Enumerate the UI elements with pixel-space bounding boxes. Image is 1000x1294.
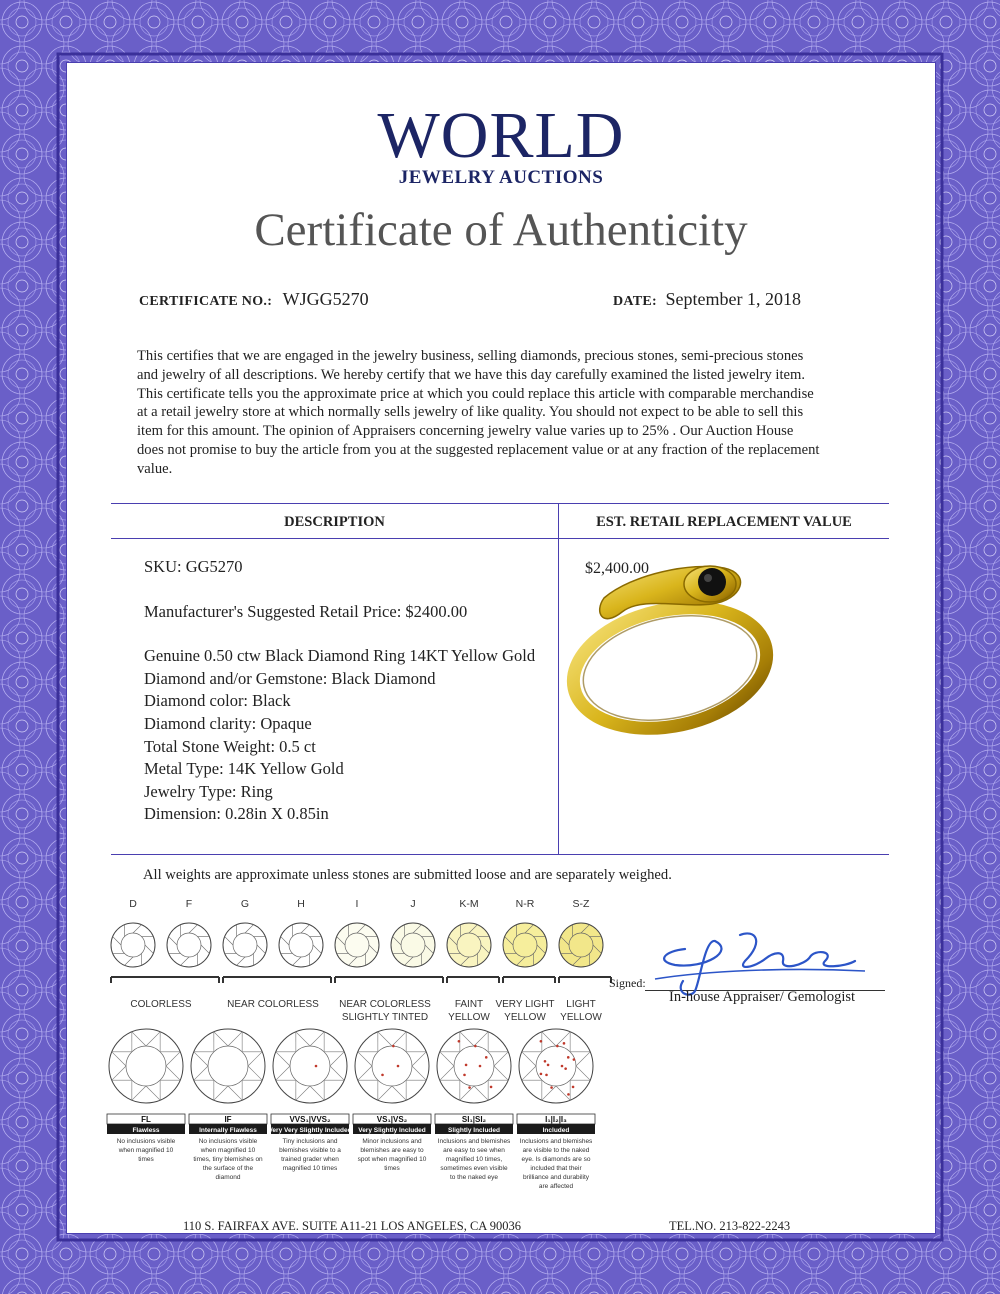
color-group-label: VERY LIGHT [495, 999, 555, 1010]
clarity-name: Very Very Slightly Included [268, 1127, 352, 1134]
color-group-label: SLIGHTLY TINTED [341, 1012, 429, 1023]
clarity-description: brilliance and durability [522, 1174, 590, 1181]
clarity-grade-chart [97, 1028, 593, 1218]
color-group-bracket [503, 977, 555, 983]
company-logo [67, 99, 935, 189]
clarity-column [435, 1029, 513, 1181]
color-grade-label: H [297, 898, 305, 910]
clarity-description: Tiny inclusions and [282, 1138, 338, 1145]
clarity-column [353, 1029, 431, 1172]
color-grade-label: F [185, 898, 193, 910]
color-grade-label: D [129, 898, 137, 910]
inclusion-mark [547, 1064, 550, 1067]
clarity-description: included that their [530, 1165, 582, 1172]
logo-subtitle: JEWELRY AUCTIONS [398, 167, 604, 188]
statement-line: This certificate tells you the approximate price at which you could replace this article with comparable merchandise [137, 385, 814, 402]
inclusion-mark [458, 1040, 461, 1043]
clarity-description: times [384, 1165, 400, 1172]
inclusion-mark [545, 1074, 548, 1077]
clarity-grade: FL [141, 1115, 151, 1124]
color-group-bracket [335, 977, 443, 983]
signed-label: Signed: [609, 976, 646, 990]
color-group-label: NEAR COLORLESS [227, 999, 319, 1010]
clarity-description: magnified 10 times, [445, 1156, 503, 1163]
clarity-description: times, tiny blemishes on [193, 1156, 263, 1163]
inclusion-mark [485, 1056, 488, 1059]
clarity-description: Minor inclusions and [362, 1138, 422, 1145]
certificate-number-value: WJGG5270 [282, 289, 369, 309]
description-header: DESCRIPTION [111, 504, 558, 539]
msrp: Manufacturer's Suggested Retail Price: $2400.00 [144, 601, 468, 621]
statement-line: and jewelry of all descriptions. We hereby certify that we have this day carefully examined the listed jewelry item. [137, 366, 806, 383]
clarity-description: are easy to see when [443, 1147, 505, 1154]
inclusion-mark [468, 1086, 471, 1089]
clarity-column [189, 1029, 267, 1181]
inclusion-mark [564, 1067, 567, 1070]
color-group-bracket [447, 977, 499, 983]
clarity-description: when magnified 10 [118, 1147, 174, 1154]
clarity-grade: IF [224, 1115, 232, 1124]
color-grade-label: K-M [459, 898, 479, 910]
clarity-description: the surface of the [202, 1165, 254, 1172]
statement-line: value. [137, 460, 173, 477]
color-group-label: NEAR COLORLESS [339, 999, 431, 1010]
color-grade-diamond [391, 923, 435, 967]
clarity-grade: VS₁|VS₂ [376, 1115, 408, 1124]
clarity-description: Inclusions and blemishes [437, 1138, 511, 1145]
clarity-column [268, 1029, 351, 1172]
inclusion-mark [563, 1042, 566, 1045]
color-grade-label: S-Z [572, 898, 590, 910]
color-grade-diamond [503, 923, 547, 967]
item-description [144, 556, 535, 826]
inclusion-mark [465, 1064, 468, 1067]
black-diamond [698, 568, 726, 596]
color-group-label: LIGHT [566, 999, 596, 1010]
clarity-description: are visible to the naked [522, 1147, 590, 1154]
footer-address: 110 S. FAIRFAX AVE. SUITE A11-21 LOS ANGELES, CA 90036 [183, 1219, 521, 1233]
clarity-description: spot when magnified 10 [357, 1156, 427, 1163]
clarity-name: Very Slightly Included [358, 1127, 426, 1134]
statement-line: This certifies that we are engaged in the jewelry business, selling diamonds, precious stones, semi-precious stones [137, 348, 804, 364]
clarity-description: are affected [538, 1183, 574, 1190]
sku: SKU: GG5270 [144, 557, 243, 576]
color-grade-label: N-R [515, 898, 535, 910]
clarity-description: eye. Is diamonds are so [521, 1156, 591, 1163]
color-group-bracket [111, 977, 219, 983]
inclusion-mark [490, 1086, 493, 1089]
logo-wordmark: WORLD [377, 99, 625, 172]
detail-line: Diamond color: Black [144, 691, 291, 711]
inclusion-mark [463, 1074, 466, 1077]
color-grade-diamond [559, 923, 603, 967]
clarity-name: Flawless [132, 1127, 160, 1134]
clarity-column [517, 1029, 595, 1190]
color-group-label: YELLOW [560, 1012, 602, 1023]
clarity-description: magnified 10 times [282, 1165, 338, 1172]
statement-line: does not promise to buy the article from you at the suggested replacement value or at any fraction of the replacement [137, 441, 820, 458]
color-grade-diamond [335, 923, 379, 967]
color-group-bracket [559, 977, 611, 983]
value-header: EST. RETAIL REPLACEMENT VALUE [559, 504, 889, 539]
replacement-value: $2,400.00 [585, 560, 649, 577]
inclusion-mark [540, 1040, 543, 1043]
clarity-grade: SI₁|SI₂ [461, 1115, 487, 1124]
detail-line: Jewelry Type: Ring [144, 781, 273, 801]
color-group-label: YELLOW [504, 1012, 546, 1023]
inclusion-mark [550, 1086, 553, 1089]
footer-telephone: TEL.NO. 213-822-2243 [669, 1219, 791, 1233]
color-group-label: YELLOW [448, 1012, 490, 1023]
statement-line: at a retail jewelry store at which normally sells jewelry of like quality. You should not expect to be able to sell this [137, 404, 804, 421]
weights-note: All weights are approximate unless stones are submitted loose and are separately weighed. [143, 867, 672, 883]
color-grade-scale [93, 895, 602, 1035]
color-grade-label: J [410, 898, 416, 910]
clarity-name: Internally Flawless [199, 1127, 257, 1134]
detail-line: Diamond and/or Gemstone: Black Diamond [144, 668, 436, 688]
statement-line: item for this amount. The opinion of Appraisers concerning jewelry value varies up to 25% . Our Auction House [137, 423, 794, 440]
clarity-description: diamond [215, 1174, 241, 1181]
certificate-title: Certificate of Authenticity [254, 204, 748, 256]
clarity-description: to the naked eye [449, 1174, 499, 1181]
inclusion-mark [479, 1065, 482, 1068]
color-grade-diamond [279, 923, 323, 967]
clarity-description: when magnified 10 [200, 1147, 256, 1154]
date-value: September 1, 2018 [665, 289, 802, 309]
detail-line: Metal Type: 14K Yellow Gold [144, 759, 344, 779]
color-grade-diamond [167, 923, 211, 967]
clarity-grade: VVS₁|VVS₂ [289, 1115, 331, 1124]
detail-line: Total Stone Weight: 0.5 ct [144, 736, 316, 756]
ring-image [552, 538, 792, 753]
inclusion-mark [540, 1073, 543, 1076]
clarity-name: Slightly Included [447, 1127, 501, 1134]
clarity-description: blemishes are easy to [360, 1147, 424, 1154]
certification-statement [137, 347, 877, 479]
inclusion-mark [561, 1065, 564, 1068]
clarity-description: times [138, 1156, 154, 1163]
inclusion-mark [572, 1086, 575, 1089]
clarity-grade: I₁|I₂|I₃ [545, 1115, 567, 1124]
clarity-description: No inclusions visible [116, 1138, 176, 1145]
color-group-label: FAINT [454, 999, 484, 1010]
certificate-date [613, 289, 801, 310]
clarity-description: trained grader when [281, 1156, 339, 1163]
ring-band [562, 591, 778, 745]
inclusion-mark [556, 1045, 559, 1048]
color-grade-label: I [355, 898, 359, 910]
inclusion-mark [315, 1065, 318, 1068]
inclusion-mark [392, 1045, 395, 1048]
certificate-number [139, 289, 369, 310]
color-grade-diamond [111, 923, 155, 967]
color-grade-diamond [223, 923, 267, 967]
color-grade-diamond [447, 923, 491, 967]
clarity-column [107, 1029, 185, 1163]
inclusion-mark [544, 1060, 547, 1063]
inclusion-mark [567, 1056, 570, 1059]
date-label: DATE: [613, 294, 658, 309]
clarity-description: sometimes even visible [440, 1165, 508, 1172]
detail-line: Diamond clarity: Opaque [144, 713, 312, 733]
appraiser-title: In-house Appraiser/ Gemologist [669, 989, 856, 1005]
inclusion-mark [573, 1058, 576, 1061]
inclusion-mark [567, 1093, 570, 1096]
clarity-description: blemishes visible to a [279, 1147, 341, 1154]
inclusion-mark [474, 1045, 477, 1048]
color-group-label: COLORLESS [130, 999, 192, 1010]
detail-line: Genuine 0.50 ctw Black Diamond Ring 14KT Yellow Gold [144, 646, 536, 666]
certificate-number-label: CERTIFICATE NO.: [139, 294, 273, 309]
clarity-name: Included [542, 1127, 570, 1134]
certificate-paper [66, 62, 936, 1234]
inclusion-mark [381, 1074, 384, 1077]
color-grade-label: G [240, 898, 250, 910]
clarity-description: Inclusions and blemishes [519, 1138, 593, 1145]
detail-line: Dimension: 0.28in X 0.85in [144, 804, 329, 824]
inclusion-mark [397, 1065, 400, 1068]
color-group-bracket [223, 977, 331, 983]
clarity-description: No inclusions visible [198, 1138, 258, 1145]
